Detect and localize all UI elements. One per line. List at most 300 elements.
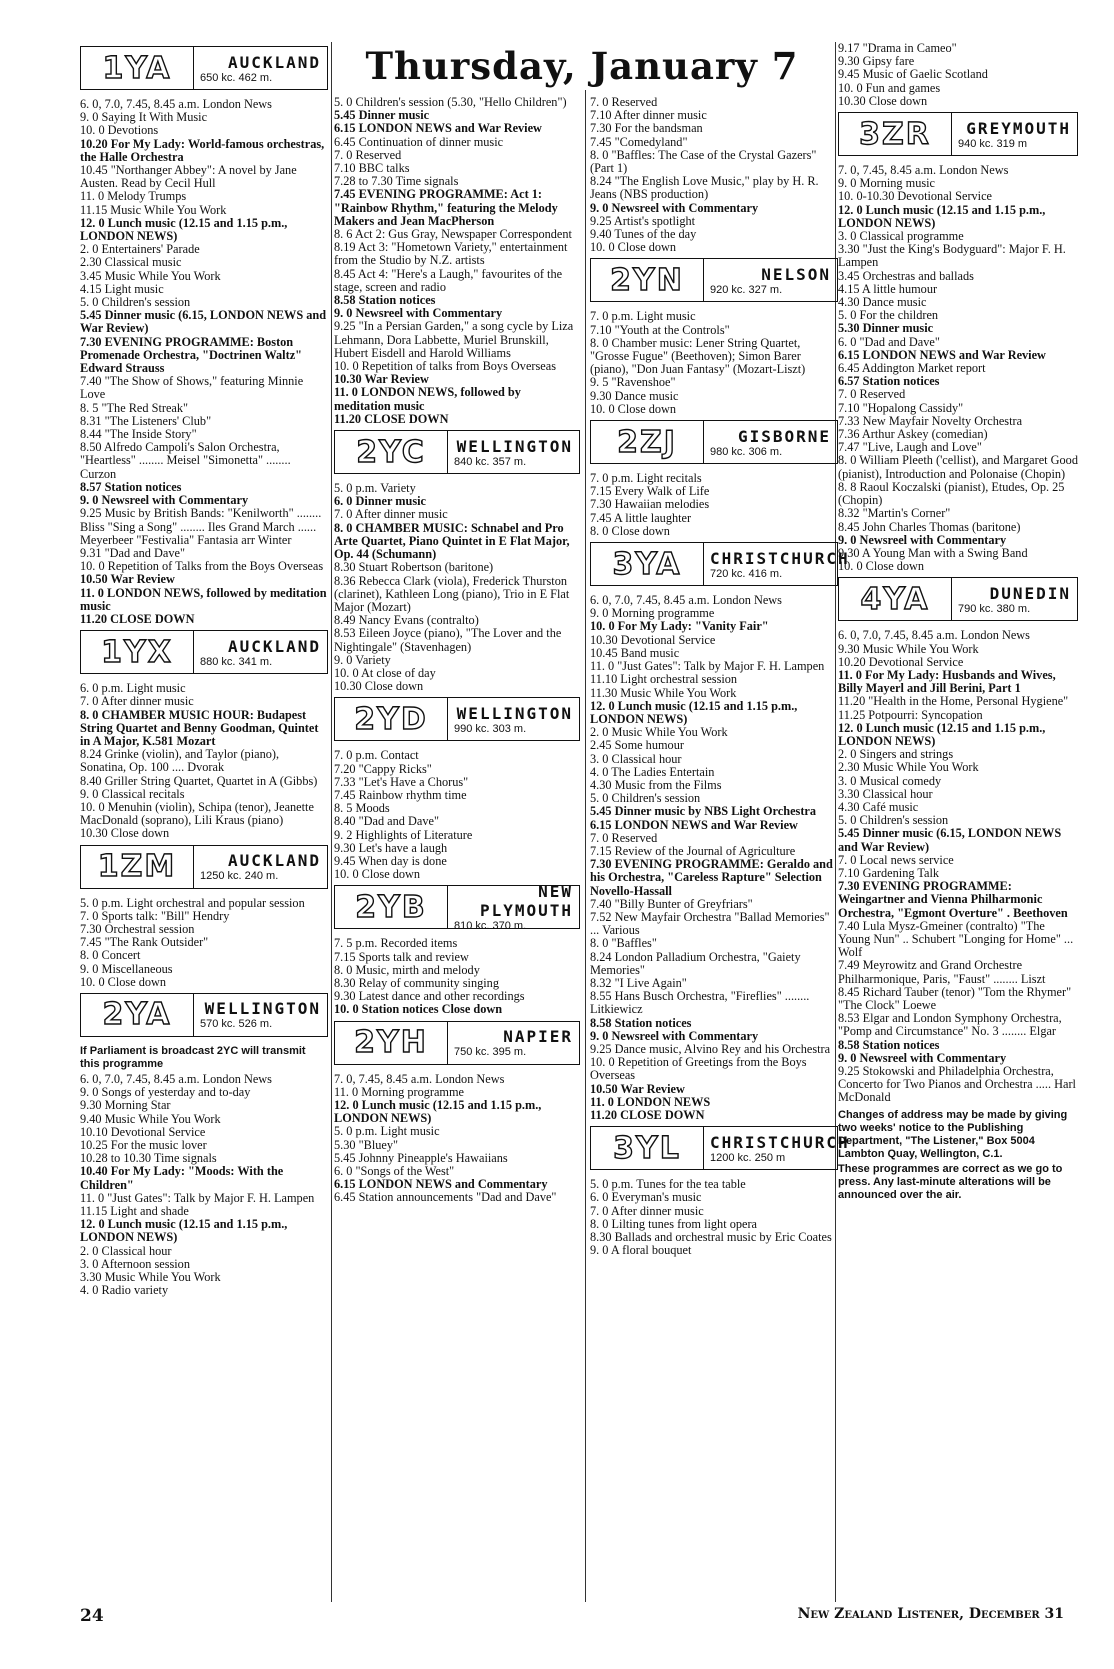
programme-line: 10.30 Close down xyxy=(80,826,170,841)
programme-line: 5.45 Dinner music xyxy=(334,108,430,123)
programme-line: 7.47 "Live, Laugh and Love" xyxy=(838,440,982,455)
programme-line: 11.10 Light orchestral session xyxy=(590,672,738,687)
programme-line: 9. 0 Morning music xyxy=(838,176,936,191)
station-header xyxy=(590,1126,850,1170)
programme-line: 7.45 "The Rank Outsider" xyxy=(80,935,209,950)
programme-line: 11.20 "Health in the Home, Personal Hygiene" xyxy=(838,694,1069,709)
programme-line: 7. 0 Reserved xyxy=(590,95,658,109)
programme-line: 8. 0 Lilting tunes from light opera xyxy=(590,1216,758,1231)
programme-line: 11. 0 For My Lady: Husbands and Wives, Billy Mayerl and Jill Berini, Part 1 xyxy=(838,667,1056,696)
programme-line: 8.30 Stuart Robertson (baritone) xyxy=(334,560,494,575)
programme-line: 8. 0 William Pleeth ('cellist), and Margaret Good (pianist), Introduction and Polonaise (Chopin) xyxy=(838,453,1078,481)
programme-line: 9. 0 Newsreel with Commentary xyxy=(838,1050,1007,1065)
programme-line: 7. 0 After dinner music xyxy=(80,694,194,709)
station-frequency: 650 kc. 462 m. xyxy=(200,71,273,84)
programme-line: 10. 0 Repetition of Greetings from the Boys Overseas xyxy=(590,1055,807,1083)
programme-line: 10. 0 Close down xyxy=(80,974,167,989)
programme-line: 5. 0 p.m. Variety xyxy=(334,481,416,496)
station-callsign: 3ZR xyxy=(839,113,952,155)
station-city: WELLINGTON xyxy=(456,703,573,723)
programme-line: 7. 0 p.m. Contact xyxy=(334,748,419,763)
programme-line: 7.10 After dinner music xyxy=(590,108,707,123)
programme-line: 11.15 Light and shade xyxy=(80,1204,189,1219)
station-info xyxy=(194,631,327,673)
programme-line: 9.40 Music While You Work xyxy=(80,1111,221,1126)
programme-line: 7.30 Hawaiian melodies xyxy=(590,497,710,512)
station-block xyxy=(334,430,580,693)
programme-line: 12. 0 Lunch music (12.15 and 1.15 p.m., LONDON NEWS) xyxy=(590,698,798,726)
programme-line: 8. 5 Moods xyxy=(334,801,390,816)
programme-line: 7.52 New Mayfair Orchestra "Ballad Memories" ... Various xyxy=(590,909,830,938)
station-header xyxy=(80,993,328,1037)
programme-line: 6.45 Station announcements "Dad and Dave" xyxy=(334,1190,557,1205)
station-block xyxy=(590,258,838,416)
programme-line: 5.30 "Bluey" xyxy=(334,1137,399,1152)
programme-line: 8.40 Griller String Quartet, Quartet in A (Gibbs) xyxy=(80,773,318,788)
programme-line: 7. 0 Sports talk: "Bill" Hendry xyxy=(80,908,230,923)
station-info xyxy=(448,431,579,473)
programme-line: 5. 0 For the children xyxy=(838,308,939,323)
programme-line: 10.10 Devotional Service xyxy=(80,1124,206,1139)
station-info xyxy=(704,1127,856,1169)
station-header xyxy=(80,46,328,90)
station-info xyxy=(448,1022,579,1064)
station-header xyxy=(838,577,1078,621)
station-frequency: 840 kc. 357 m. xyxy=(454,455,527,468)
programme-line: 10.25 For the music lover xyxy=(80,1138,207,1152)
station-callsign: 3YA xyxy=(591,543,704,585)
programme-line: 9. 2 Highlights of Literature xyxy=(334,827,473,842)
programme-line: 11. 0 Morning programme xyxy=(334,1084,465,1099)
programme-line: 9.30 Gipsy fare xyxy=(838,54,915,69)
programme-line: 9.30 Latest dance and other recordings xyxy=(334,989,525,1004)
programme-line: 7.10 "Youth at the Controls" xyxy=(590,322,730,337)
station-block xyxy=(838,1109,1078,1202)
programme-line: 8.58 Station notices xyxy=(838,1037,940,1052)
programme-line: 5.30 Dinner music xyxy=(838,321,934,336)
station-callsign: 2YD xyxy=(335,698,448,740)
programme-line: 8.53 Elgar and London Symphony Orchestra, "Pomp and Circumstance" No. 3 ........ Elgar xyxy=(838,1011,1062,1039)
station-frequency: 940 kc. 319 m xyxy=(958,137,1028,150)
station-callsign: 2YC xyxy=(335,431,448,473)
programme-line: 10. 0 Close down xyxy=(838,559,925,574)
programme-line: 8.19 Act 3: "Hometown Variety," entertainment from the Studio by N.Z. artists xyxy=(334,240,568,268)
programme-line: 12. 0 Lunch music (12.15 and 1.15 p.m., LONDON NEWS) xyxy=(80,1217,288,1245)
programme-line: 7. 0 Reserved xyxy=(838,387,906,402)
programme-line: 8.31 "The Listeners' Club" xyxy=(80,413,212,428)
programme-line: 5. 0 Children's session (5.30, "Hello Children") xyxy=(334,95,567,109)
programme-line: 7.40 Lula Mysz-Gmeiner (contralto) "The Young Nun" .. Schubert "Longing for Home" ... Wolf xyxy=(838,918,1074,960)
programme-line: 6. 0, 7.0, 7.45, 8.45 a.m. London News xyxy=(80,97,272,111)
programme-line: 2. 0 Entertainers' Parade xyxy=(80,242,200,257)
programme-line: 8.55 Hans Busch Orchestra, "Fireflies" ........ Litkiewicz xyxy=(590,989,810,1017)
programme-line: 10. 0 Close down xyxy=(590,240,677,255)
station-frequency: 570 kc. 526 m. xyxy=(200,1018,273,1031)
programme-line: 6. 0 p.m. Light music xyxy=(80,681,186,696)
programme-line: 6.45 Addington Market report xyxy=(838,361,986,376)
programme-line: 7.10 "Hopalong Cassidy" xyxy=(838,400,964,415)
station-city: AUCKLAND xyxy=(227,52,321,72)
programme-line: 8. 0 Concert xyxy=(80,948,141,963)
programme-line: 3. 0 Classical hour xyxy=(590,751,682,766)
station-info xyxy=(448,882,579,933)
programme-line: 12. 0 Lunch music (12.15 and 1.15 p.m., LONDON NEWS) xyxy=(838,720,1046,748)
programme-line: 8.44 "The Inside Story" xyxy=(80,427,197,442)
station-block xyxy=(334,1021,580,1205)
programme-line: 7. 0 After dinner music xyxy=(334,507,448,522)
programme-line: 6.15 LONDON NEWS and War Review xyxy=(334,121,542,136)
station-frequency: 920 kc. 327 m. xyxy=(710,283,783,296)
programme-line: 7.45 A little laughter xyxy=(590,510,692,525)
programme-line: 9.30 Let's have a laugh xyxy=(334,840,448,855)
programme-line: 4. 0 Radio variety xyxy=(80,1283,169,1298)
programme-line: 8.45 John Charles Thomas (baritone) xyxy=(838,519,1021,534)
programme-line: 2. 0 Classical hour xyxy=(80,1243,172,1258)
station-callsign: 1YX xyxy=(81,631,194,673)
station-header xyxy=(334,882,580,933)
programme-line: 10.30 War Review xyxy=(334,372,429,387)
station-info xyxy=(704,259,837,301)
station-frequency: 810 kc. 370 m. xyxy=(454,920,527,933)
station-info xyxy=(194,846,327,888)
programme-line: 9.25 Stokowski and Philadelphia Orchestra, Concerto for Two Pianos and Orchestra ..... Harl McDonald xyxy=(838,1064,1076,1105)
programme-line: 10. 0 Fun and games xyxy=(838,80,941,95)
station-city: NEW PLYMOUTH xyxy=(479,882,573,921)
programme-line: 8. 6 Act 2: Gus Gray, Newspaper Correspondent xyxy=(334,227,572,242)
programme-line: 3.30 Classical hour xyxy=(838,786,933,801)
column-4 xyxy=(838,42,1078,1206)
station-block xyxy=(334,697,580,881)
programme-line: 8.45 Richard Tauber (tenor) "Tom the Rhymer" "The Clock" Loewe xyxy=(838,984,1072,1012)
address-notice: Changes of address may be made by giving two weeks' notice to the Publishing Department, "The Listener," Box 5004 Lambton Quay, Wellington, C.1. xyxy=(838,1108,1068,1160)
programme-line: 5. 0 p.m. Light orchestral and popular session xyxy=(80,895,305,910)
station-frequency: 1200 kc. 250 m xyxy=(710,1151,786,1164)
programme-line: 5. 0 Children's session xyxy=(80,295,191,310)
programme-line: 11.30 Music While You Work xyxy=(590,685,737,700)
programme-line: 7.49 Meyrowitz and Grand Orchestre Philharmonique, Paris, "Faust" ........ Liszt xyxy=(838,958,1046,986)
station-callsign: 1ZM xyxy=(81,846,194,888)
programme-line: 5.45 Johnny Pineapple's Hawaiians xyxy=(334,1150,508,1165)
programme-line: 11.20 CLOSE DOWN xyxy=(80,611,195,626)
station-note: If Parliament is broadcast 2YC will transmit this programme xyxy=(80,1044,306,1070)
station-block xyxy=(334,96,580,426)
programme-line: 3. 0 Afternoon session xyxy=(80,1256,190,1271)
programme-line: 7.30 EVENING PROGRAMME: Geraldo and his Orchestra, "Careless Rapture" Selection Novello-Hassall xyxy=(590,857,833,898)
station-city: WELLINGTON xyxy=(456,436,573,456)
programme-line: 9. 5 "Ravenshoe" xyxy=(590,375,676,390)
programme-line: 10. 0 Repetition of talks from Boys Overseas xyxy=(334,359,556,374)
station-block xyxy=(838,577,1078,1104)
station-header xyxy=(334,1021,580,1065)
programme-line: 12. 0 Lunch music (12.15 and 1.15 p.m., LONDON NEWS) xyxy=(334,1097,542,1126)
programme-line: 9.45 Music of Gaelic Scotland xyxy=(838,67,988,82)
publication-footer: New Zealand Listener, December 31 xyxy=(797,1606,1064,1622)
station-city: AUCKLAND xyxy=(227,851,321,871)
programme-line: 10. 0 At close of day xyxy=(334,665,436,680)
programme-line: 8.57 Station notices xyxy=(80,479,182,494)
programme-line: 8. 5 "The Red Streak" xyxy=(80,400,189,415)
station-info xyxy=(194,994,327,1036)
page-number: 24 xyxy=(80,1606,104,1626)
programme-line: 3. 0 Musical comedy xyxy=(838,773,942,788)
programme-line: 8. 0 Chamber music: Lener String Quartet, "Grosse Fugue" (Beethoven); Simon Barer (piano), "Don Juan Fantasy" (Mozart-Liszt) xyxy=(590,335,806,377)
programme-line: 4. 0 The Ladies Entertain xyxy=(590,764,715,779)
programme-line: 7. 0 p.m. Light recitals xyxy=(590,471,702,486)
programme-line: 9.30 Dance music xyxy=(590,388,679,403)
programme-line: 9. 0 Saying It With Music xyxy=(80,110,208,125)
station-block xyxy=(590,1126,850,1258)
programme-line: 4.30 Dance music xyxy=(838,295,927,310)
programme-line: 3.45 Music While You Work xyxy=(80,268,221,283)
programme-line: 8.36 Rebecca Clark (viola), Frederick Thurston (clarinet), Kathleen Long (piano), Trio in E Flat Major (Mozart) xyxy=(334,573,570,614)
programme-line: 2. 0 Music While You Work xyxy=(590,725,728,740)
programme-line: 9. 0 Newsreel with Commentary xyxy=(80,493,249,508)
programme-line: 11.20 CLOSE DOWN xyxy=(334,411,449,426)
station-header xyxy=(80,630,328,674)
programme-line: 10. 0 Station notices Close down xyxy=(334,1002,503,1017)
programme-line: 8.30 Ballads and orchestral music by Eric Coates xyxy=(590,1230,832,1245)
programme-line: 10.50 War Review xyxy=(80,572,175,587)
programme-line: 10. 0 For My Lady: "Vanity Fair" xyxy=(590,619,769,634)
programme-line: 5. 0 p.m. Light music xyxy=(334,1124,440,1139)
programme-line: 2.30 Classical music xyxy=(80,255,182,270)
station-info xyxy=(448,698,579,740)
programme-line: 8.45 Act 4: "Here's a Laugh," favourites of the stage, screen and radio xyxy=(334,266,563,294)
programme-line: 9. 0 Classical recitals xyxy=(80,786,185,801)
programme-line: 7.30 EVENING PROGRAMME: Weingartner and Vienna Philharmonic Orchestra, "Egmont Overture" . Beethoven xyxy=(838,879,1068,920)
station-callsign: 1YA xyxy=(81,47,194,89)
programme-line: 7.45 Rainbow rhythm time xyxy=(334,787,467,802)
programme-line: 8. 0 "Baffles" xyxy=(590,936,657,951)
programme-line: 8.32 "I Live Again" xyxy=(590,975,687,990)
programme-line: 10.45 Band music xyxy=(590,645,680,660)
station-header xyxy=(334,697,580,741)
programme-line: 7.33 "Let's Have a Chorus" xyxy=(334,774,469,789)
programme-line: 9.25 Artist's spotlight xyxy=(590,213,696,228)
programme-line: 7. 0, 7.45, 8.45 a.m. London News xyxy=(334,1071,505,1086)
station-header xyxy=(590,542,850,586)
station-frequency: 720 kc. 416 m. xyxy=(710,567,783,580)
programme-line: 7. 0 p.m. Light music xyxy=(590,309,696,324)
programme-line: 8. 8 Raoul Koczalski (pianist), Etudes, Op. 25 (Chopin) xyxy=(838,479,1065,508)
station-block xyxy=(838,112,1078,573)
station-block xyxy=(838,42,1078,108)
station-callsign: 4YA xyxy=(839,578,952,620)
programme-line: 9.25 Dance music, Alvino Rey and his Orchestra xyxy=(590,1041,831,1056)
programme-line: 10.45 "Northanger Abbey": A novel by Jane Austen. Read by Cecil Hull xyxy=(80,163,297,191)
station-callsign: 3YL xyxy=(591,1127,704,1169)
programme-line: 5.45 Dinner music (6.15, LONDON NEWS and War Review) xyxy=(80,308,327,336)
station-block xyxy=(590,542,850,1122)
station-block xyxy=(80,845,328,989)
programme-line: 10. 0 Repetition of Talks from the Boys Overseas xyxy=(80,559,324,574)
programme-line: 7.33 New Mayfair Novelty Orchestra xyxy=(838,413,1023,428)
programme-line: 9. 0 Newsreel with Commentary xyxy=(838,532,1007,547)
programme-line: 8. 0 Music, mirth and melody xyxy=(334,962,480,977)
station-block xyxy=(334,882,580,1017)
programme-line: 7.10 Gardening Talk xyxy=(838,865,940,880)
programme-line: 3. 0 Classical programme xyxy=(838,229,964,244)
programme-line: 7.36 Arthur Askey (comedian) xyxy=(838,427,988,442)
programme-line: 6.45 Continuation of dinner music xyxy=(334,134,504,149)
programme-line: 7. 0 Local news service xyxy=(838,852,954,867)
programme-line: 10. 0 Menuhin (violin), Schipa (tenor), Jeanette MacDonald (soprano), Lili Kraus (piano) xyxy=(80,799,314,828)
programme-line: 8. 0 CHAMBER MUSIC: Schnabel and Pro Arte Quartet, Piano Quintet in E Flat Major, Op. 44 (Schumann) xyxy=(334,520,570,562)
station-city: CHRISTCHURCH xyxy=(710,548,850,568)
programme-line: 12. 0 Lunch music (12.15 and 1.15 p.m., LONDON NEWS) xyxy=(80,215,288,244)
programme-line: 6. 0 "Songs of the West" xyxy=(334,1164,455,1178)
programme-line: 2. 0 Singers and strings xyxy=(838,747,954,762)
programme-line: 2.30 Music While You Work xyxy=(838,760,979,775)
programme-line: 7.30 For the bandsman xyxy=(590,121,703,136)
programme-line: 6. 0 Dinner music xyxy=(334,494,427,509)
programme-line: 4.15 Light music xyxy=(80,281,164,296)
programme-line: 4.30 Music from the Films xyxy=(590,777,722,792)
station-callsign: 2YA xyxy=(81,994,194,1036)
programme-line: 11. 0 "Just Gates": Talk by Major F. H. Lampen xyxy=(590,659,825,674)
programme-line: 9.30 Music While You Work xyxy=(838,641,979,656)
programme-line: 9.40 Tunes of the day xyxy=(590,227,697,242)
programme-line: 8.40 "Dad and Dave" xyxy=(334,814,439,829)
station-frequency: 790 kc. 380 m. xyxy=(958,602,1031,615)
programme-line: 7.40 "The Show of Shows," featuring Minnie Love xyxy=(80,374,304,402)
programme-line: 11.25 Potpourri: Syncopation xyxy=(838,707,983,722)
station-city: CHRISTCHURCH xyxy=(710,1132,850,1152)
station-frequency: 750 kc. 395 m. xyxy=(454,1046,527,1059)
programme-line: 9.17 "Drama in Cameo" xyxy=(838,41,957,55)
programme-line: 10.30 Devotional Service xyxy=(590,632,716,647)
station-block xyxy=(590,420,838,538)
station-city: NAPIER xyxy=(503,1027,573,1047)
station-header xyxy=(334,430,580,474)
programme-line: 5. 0 Children's session xyxy=(590,791,701,806)
programme-line: 10.28 to 10.30 Time signals xyxy=(80,1151,217,1166)
programme-line: 7. 0 After dinner music xyxy=(590,1203,704,1218)
programme-line: 7.15 Sports talk and review xyxy=(334,949,469,964)
programme-line: 6. 0 "Dad and Dave" xyxy=(838,334,940,349)
programme-line: 9. 0 Morning programme xyxy=(590,606,715,621)
programme-line: 7.40 "Billy Bunter of Greyfriars" xyxy=(590,896,753,911)
programme-line: 8.32 "Martin's Corner" xyxy=(838,506,951,521)
programme-line: 8. 0 CHAMBER MUSIC HOUR: Budapest String Quartet and Benny Goodman, Quintet in A Major, K.581 Mozart xyxy=(80,707,319,748)
programme-line: 2.45 Some humour xyxy=(590,738,684,753)
programme-line: 7.45 EVENING PROGRAMME: Act 1: "Rainbow Rhythm," featuring the Melody Makers and Jean MacPherson xyxy=(334,187,558,228)
station-block xyxy=(590,96,838,254)
station-block xyxy=(80,630,328,840)
page-title: Thursday, January 7 xyxy=(365,44,799,88)
programme-line: 12. 0 Lunch music (12.15 and 1.15 p.m., LONDON NEWS) xyxy=(838,202,1046,230)
programme-line: 11.20 CLOSE DOWN xyxy=(590,1108,705,1122)
programme-line: 3.30 "Just the King's Bodyguard": Major F. H. Lampen xyxy=(838,242,1066,270)
programme-line: 11. 0 LONDON NEWS xyxy=(590,1094,711,1109)
station-header xyxy=(590,420,838,464)
programme-line: 11. 0 LONDON NEWS, followed by meditation music xyxy=(334,385,521,413)
station-header xyxy=(838,112,1078,156)
programme-line: 8.24 Grinke (violin), and Taylor (piano), Sonatina, Op. 100 .... Dvorak xyxy=(80,747,280,775)
programme-line: 9. 0 Newsreel with Commentary xyxy=(590,200,759,215)
programme-line: 10.20 For My Lady: World-famous orchestras, the Halle Orchestra xyxy=(80,136,325,164)
station-info xyxy=(952,113,1077,155)
station-callsign: 2YN xyxy=(591,259,704,301)
programme-line: 6.15 LONDON NEWS and Commentary xyxy=(334,1177,548,1192)
programme-line: 9.31 "Dad and Dave" xyxy=(80,545,185,560)
programme-line: 9.45 When day is done xyxy=(334,853,447,868)
programme-line: 11. 0 LONDON NEWS, followed by meditation music xyxy=(80,585,327,613)
station-header xyxy=(590,258,838,302)
programme-line: 9. 0 Songs of yesterday and to-day xyxy=(80,1085,251,1100)
programme-line: 7.45 "Comedyland" xyxy=(590,134,688,149)
programme-line: 7.15 Review of the Journal of Agriculture xyxy=(590,843,796,858)
programme-line: 6. 0, 7.0, 7.45, 8.45 a.m. London News xyxy=(838,628,1030,643)
programme-line: 9. 0 A floral bouquet xyxy=(590,1243,692,1258)
programme-line: 7. 5 p.m. Recorded items xyxy=(334,936,458,951)
station-city: WELLINGTON xyxy=(204,999,321,1019)
programme-line: 8.58 Station notices xyxy=(334,293,436,308)
station-header xyxy=(80,845,328,889)
programme-line: 8.49 Nancy Evans (contralto) xyxy=(334,613,479,628)
programme-line: 11. 0 Melody Trumps xyxy=(80,189,187,204)
station-city: GISBORNE xyxy=(737,426,831,446)
programme-line: 9.25 Music by British Bands: "Kenilworth" ........ Bliss "Sing a Song" ........ Iles Grand March ...... Meyerbeer "Festivalia" Fantasia arr Winter xyxy=(80,506,322,547)
programme-line: 10.50 War Review xyxy=(590,1081,685,1096)
programme-line: 3.30 Music While You Work xyxy=(80,1270,221,1285)
programme-line: 6. 0, 7.0, 7.45, 8.45 a.m. London News xyxy=(80,1071,272,1086)
programme-line: 9.30 Morning Star xyxy=(80,1098,171,1113)
programme-line: 10. 0 Close down xyxy=(334,867,421,882)
station-city: DUNEDIN xyxy=(989,583,1071,603)
programme-line: 10.30 Close down xyxy=(334,679,424,694)
station-city: NELSON xyxy=(761,264,831,284)
programme-line: 8.50 Alfredo Campoli's Salon Orchestra, "Heartless" ........ Meisel "Simonetta" ........ Curzon xyxy=(80,440,291,481)
programme-line: 6. 0 Everyman's music xyxy=(590,1190,702,1205)
programme-line: 3.45 Orchestras and ballads xyxy=(838,268,974,283)
programme-line: 5.45 Dinner music by NBS Light Orchestra xyxy=(590,804,817,819)
programme-line: 10. 0-10.30 Devotional Service xyxy=(838,189,993,204)
programme-line: 10.40 For My Lady: "Moods: With the Children" xyxy=(80,1164,284,1192)
programme-line: 10.20 Devotional Service xyxy=(838,654,964,669)
programme-line: 4.15 A little humour xyxy=(838,281,938,296)
station-info xyxy=(194,47,327,89)
programme-line: 8.58 Station notices xyxy=(590,1015,692,1030)
station-callsign: 2ZJ xyxy=(591,421,704,463)
column-divider xyxy=(585,90,586,1602)
programme-line: 8. 0 Close down xyxy=(590,523,670,538)
station-frequency: 980 kc. 306 m. xyxy=(710,445,783,458)
column-2 xyxy=(334,96,580,1209)
station-info xyxy=(704,421,837,463)
station-callsign: 2YB xyxy=(335,886,448,928)
programme-line: 5. 0 p.m. Tunes for the tea table xyxy=(590,1177,746,1192)
programme-line: 9. 0 Newsreel with Commentary xyxy=(334,306,503,321)
programme-line: 8.24 "The English Love Music," play by H. R. Jeans (NBS production) xyxy=(590,174,819,202)
programme-line: 7. 0 Reserved xyxy=(590,830,658,845)
programme-line: 6.15 LONDON NEWS and War Review xyxy=(590,817,798,832)
station-info xyxy=(704,543,856,585)
station-city: AUCKLAND xyxy=(227,636,321,656)
programme-line: 7.20 "Cappy Ricks" xyxy=(334,761,432,776)
programme-line: 8. 0 "Baffles: The Case of the Crystal Gazers" (Part 1) xyxy=(590,147,817,176)
programme-line: 10. 0 Close down xyxy=(590,401,677,416)
programme-line: 7.30 Orchestral session xyxy=(80,921,195,936)
programme-line: 9. 0 Miscellaneous xyxy=(80,961,173,976)
programme-line: 8.30 Relay of community singing xyxy=(334,975,499,990)
programme-line: 7.30 EVENING PROGRAMME: Boston Promenade Orchestra, "Doctrinen Waltz" Edward Strauss xyxy=(80,334,302,376)
column-1 xyxy=(80,42,328,1301)
programme-line: 9.30 A Young Man with a Swing Band xyxy=(838,545,1028,560)
programme-line: 6. 0, 7.0, 7.45, 8.45 a.m. London News xyxy=(590,593,782,608)
programme-line: 9. 0 Variety xyxy=(334,652,391,667)
programme-line: 11. 0 "Just Gates": Talk by Major F. H. Lampen xyxy=(80,1190,315,1205)
